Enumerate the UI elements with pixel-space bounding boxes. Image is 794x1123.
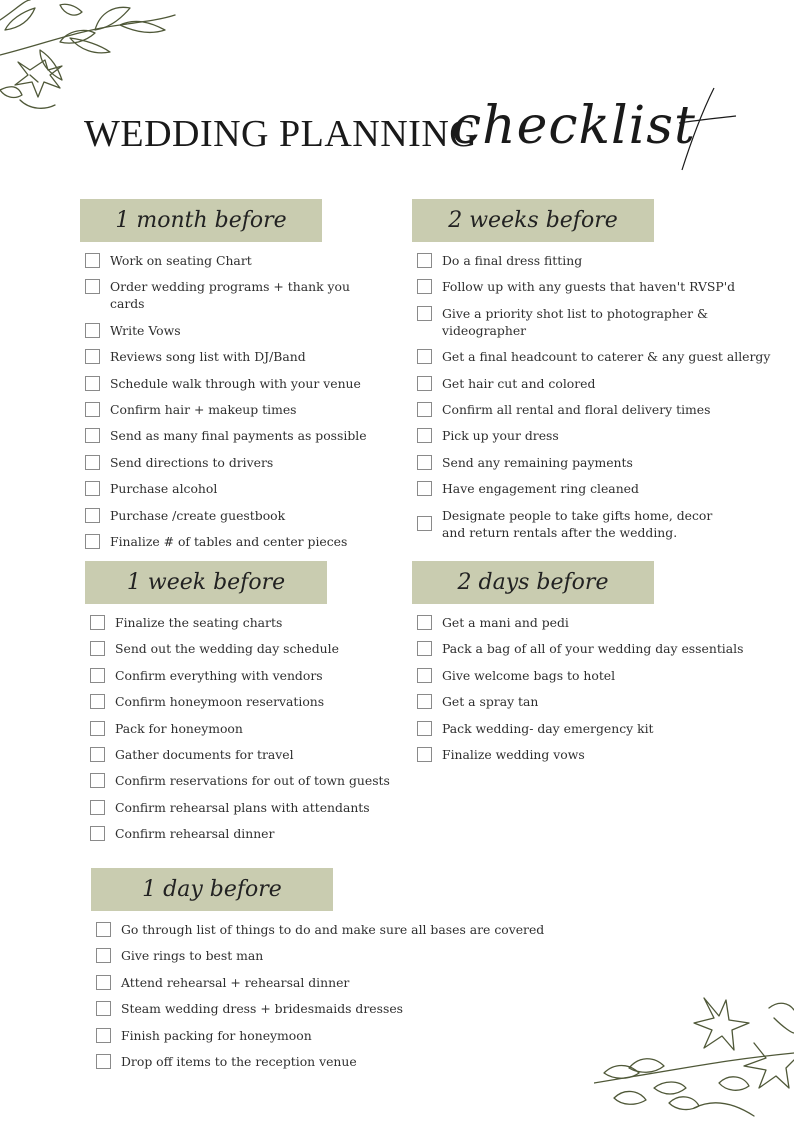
checkbox[interactable] [417, 349, 432, 364]
item-label: Send directions to drivers [110, 454, 274, 470]
section-2-days-before [412, 561, 772, 763]
checkbox[interactable] [417, 641, 432, 656]
item-label: Send as many final payments as possible [110, 428, 367, 444]
item-label: Give a priority shot list to photographer & videographer [442, 305, 709, 338]
list-item [90, 799, 395, 816]
checklist [85, 614, 395, 842]
section-heading: 1 month before [80, 199, 322, 242]
list-item [417, 480, 782, 497]
list-item [90, 720, 395, 737]
checkbox[interactable] [96, 922, 111, 937]
item-label [442, 507, 712, 541]
list-item [90, 693, 395, 710]
list-item [96, 974, 551, 991]
item-label: Go through list of things to do and make sure all bases are covered [121, 922, 545, 937]
list-item [90, 614, 395, 631]
checkbox[interactable] [96, 948, 111, 963]
checkbox[interactable] [417, 428, 432, 443]
list-item [85, 533, 380, 550]
page-title [84, 78, 744, 178]
checkbox[interactable] [85, 508, 100, 523]
checkbox[interactable] [417, 376, 432, 391]
checkbox[interactable] [90, 721, 105, 736]
list-item [85, 480, 380, 497]
list-item [417, 640, 772, 657]
item-label: Order wedding programs + thank you cards [110, 279, 350, 312]
checkbox[interactable] [417, 721, 432, 736]
list-item [90, 772, 395, 789]
item-label: Gather documents for travel [115, 746, 294, 762]
checkbox[interactable] [417, 455, 432, 470]
item-label-line2: and return rentals after the wedding. [442, 524, 678, 540]
list-item [90, 640, 395, 657]
list-item [417, 667, 772, 684]
checkbox[interactable] [90, 615, 105, 630]
checkbox[interactable] [96, 1028, 111, 1043]
checkbox[interactable] [85, 534, 100, 549]
list-item [417, 401, 782, 418]
list-item [417, 278, 782, 295]
item-label: Steam wedding dress + bridesmaids dresses [121, 1001, 404, 1017]
checklist [91, 921, 551, 1070]
item-label: Finalize # of tables and center pieces [110, 533, 348, 549]
checkbox[interactable] [90, 694, 105, 709]
item-label: Confirm rehearsal plans with attendants [115, 799, 370, 815]
item-label: Get a mani and pedi [442, 615, 569, 630]
checkbox[interactable] [96, 975, 111, 990]
item-label: Pack for honeymoon [115, 720, 243, 736]
item-label: Drop off items to the reception venue [121, 1053, 357, 1069]
checkbox[interactable] [85, 428, 100, 443]
section-heading: 1 day before [91, 868, 333, 911]
checkbox[interactable] [417, 694, 432, 709]
section-heading: 2 days before [412, 561, 654, 604]
list-item [96, 921, 551, 938]
list-item [417, 375, 782, 392]
item-label: Attend rehearsal + rehearsal dinner [121, 974, 350, 990]
list-item [85, 507, 380, 524]
list-item [85, 454, 380, 471]
list-item [417, 427, 782, 444]
item-label: Follow up with any guests that haven't RVSP'd [442, 279, 736, 295]
title-main: WEDDING PLANNING [84, 113, 478, 155]
list-item [85, 348, 380, 365]
list-item [417, 252, 782, 269]
item-label: Confirm hair + makeup times [110, 401, 297, 417]
checkbox[interactable] [417, 402, 432, 417]
floral-corner-bottom-right [594, 988, 794, 1123]
list-item [96, 1027, 551, 1044]
checkbox[interactable] [85, 376, 100, 391]
item-label: Pack wedding- day emergency kit [442, 720, 654, 736]
checkbox[interactable] [90, 826, 105, 841]
list-item [85, 427, 380, 444]
checkbox[interactable] [96, 1001, 111, 1016]
section-1-week-before [85, 561, 395, 842]
checkbox[interactable] [417, 668, 432, 683]
title-script: checklist [452, 96, 696, 156]
checklist [412, 614, 772, 763]
list-item [90, 746, 395, 763]
item-label: Get a final headcount to caterer & any guest allergy [442, 349, 771, 365]
checkbox[interactable] [417, 279, 432, 294]
item-label: Finish packing for honeymoon [121, 1027, 312, 1043]
list-item [417, 348, 782, 365]
section-1-day-before [91, 868, 551, 1070]
checkbox[interactable] [417, 615, 432, 630]
checkbox[interactable] [85, 349, 100, 364]
checkbox[interactable] [85, 481, 100, 496]
checkbox[interactable] [90, 641, 105, 656]
checkbox[interactable] [417, 516, 432, 531]
item-label-line1: Designate people to take gifts home, decor [442, 507, 713, 523]
checklist [80, 252, 380, 550]
section-heading: 2 weeks before [412, 199, 654, 242]
checkbox[interactable] [90, 668, 105, 683]
list-item [96, 1000, 551, 1017]
section-1-month-before [80, 199, 380, 550]
item-label: Confirm honeymoon reservations [115, 694, 325, 710]
item-label: Work on seating Chart [110, 253, 252, 268]
item-label: Do a final dress fitting [442, 253, 583, 268]
list-item [85, 322, 380, 339]
checkbox[interactable] [417, 481, 432, 496]
item-label: Pick up your dress [442, 428, 559, 444]
checkbox[interactable] [85, 323, 100, 338]
item-label: Give rings to best man [121, 948, 264, 964]
item-label: Purchase /create guestbook [110, 507, 286, 523]
item-label: Finalize wedding vows [442, 746, 585, 762]
list-item [85, 375, 380, 392]
checkbox[interactable] [90, 800, 105, 815]
list-item [417, 614, 772, 631]
list-item [417, 305, 782, 339]
checkbox[interactable] [96, 1054, 111, 1069]
list-item [417, 507, 782, 541]
item-label: Finalize the seating charts [115, 615, 283, 630]
item-label: Confirm everything with vendors [115, 667, 323, 683]
checkbox[interactable] [417, 747, 432, 762]
list-item [96, 947, 551, 964]
item-label: Pack a bag of all of your wedding day essentials [442, 641, 744, 657]
item-label: Get hair cut and colored [442, 375, 596, 391]
checkbox[interactable] [90, 747, 105, 762]
item-label: Send any remaining payments [442, 454, 633, 470]
item-label: Get a spray tan [442, 694, 539, 710]
checkbox[interactable] [417, 253, 432, 268]
item-label: Schedule walk through with your venue [110, 375, 361, 391]
list-item [90, 667, 395, 684]
item-label: Confirm all rental and floral delivery times [442, 401, 711, 417]
section-2-weeks-before [412, 199, 782, 541]
checkbox[interactable] [85, 402, 100, 417]
item-label: Give welcome bags to hotel [442, 667, 616, 683]
list-item [85, 401, 380, 418]
checkbox[interactable] [85, 279, 100, 294]
list-item [85, 278, 380, 312]
list-item [90, 825, 395, 842]
checkbox[interactable] [85, 455, 100, 470]
item-label: Write Vows [110, 322, 181, 338]
item-label: Reviews song list with DJ/Band [110, 349, 306, 365]
item-label: Have engagement ring cleaned [442, 481, 639, 497]
item-label: Send out the wedding day schedule [115, 641, 339, 657]
list-item [417, 746, 772, 763]
checkbox[interactable] [85, 253, 100, 268]
checkbox[interactable] [417, 306, 432, 321]
item-label: Confirm reservations for out of town guests [115, 773, 390, 789]
list-item [417, 693, 772, 710]
checklist [412, 252, 782, 541]
list-item [417, 720, 772, 737]
section-heading: 1 week before [85, 561, 327, 604]
list-item [417, 454, 782, 471]
checkbox[interactable] [90, 773, 105, 788]
list-item [96, 1053, 551, 1070]
item-label: Purchase alcohol [110, 481, 218, 497]
list-item [85, 252, 380, 269]
item-label: Confirm rehearsal dinner [115, 826, 275, 842]
